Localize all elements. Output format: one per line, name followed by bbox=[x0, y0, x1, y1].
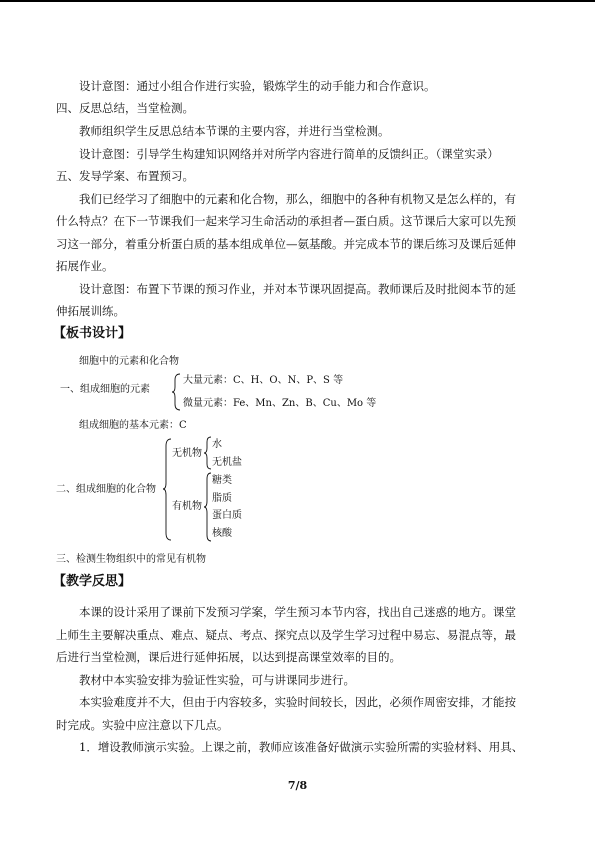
basic-element: 组成细胞的基本元素：C bbox=[79, 420, 187, 431]
elements-brace bbox=[172, 373, 182, 411]
reflection-line: 本实验难度并不大，但由于内容较多，实验时间较长，因此，必须作周密安排，才能按 bbox=[79, 695, 516, 709]
reflection-line: 后进行当堂检测，课后进行延伸拓展，以达到提高课堂效率的目的。 bbox=[56, 650, 401, 664]
organic-item: 脂质 bbox=[212, 493, 232, 504]
paragraph-line: 习这一部分，着重分析蛋白质的基本组成单位—氨基酸。并完成本节的课后练习及课后延伸 bbox=[56, 237, 516, 251]
paragraph-line: 什么特点？在下一节课我们一起来学习生命活动的承担者—蛋白质。这节课后大家可以先预 bbox=[56, 214, 516, 228]
reflection-line: 教材中本实验安排为验证性实验，可与讲课同步进行。 bbox=[79, 673, 355, 687]
third-item: 三、检测生物组织中的常见有机物 bbox=[56, 554, 206, 565]
reflection-line: 上师生主要解决重点、难点、疑点、考点、探究点以及学生学习过程中易忘、易混点等，最 bbox=[56, 628, 516, 642]
paragraph-line: 教师组织学生反思总结本节课的主要内容，并进行当堂检测。 bbox=[79, 124, 390, 138]
organic-item: 蛋白质 bbox=[212, 510, 242, 521]
paragraph-line: 拓展作业。 bbox=[56, 259, 114, 273]
section-five-heading: 五、发导学案、布置预习。 bbox=[56, 169, 194, 183]
organic-item: 糖类 bbox=[212, 475, 232, 486]
reflection-line: 时完成。实验中应注意以下几点。 bbox=[56, 718, 229, 732]
page-number: 7/8 bbox=[287, 779, 308, 792]
inorganic-item: 水 bbox=[212, 439, 222, 450]
inorganic-label: 无机物 bbox=[172, 448, 202, 459]
design-intent-3: 设计意图：布置下节课的预习作业，并对本节课巩固提高。教师课后及时批阅本节的延 bbox=[79, 282, 516, 296]
elements-label: 一、组成细胞的元素 bbox=[60, 384, 150, 395]
trace-elements: 微量元素：Fe、Mn、Zn、B、Cu、Mo 等 bbox=[183, 398, 377, 409]
organic-item: 核酸 bbox=[212, 528, 232, 539]
inorganic-brace bbox=[204, 436, 212, 470]
header-rule bbox=[0, 0, 595, 2]
board-title: 细胞中的元素和化合物 bbox=[79, 356, 179, 367]
design-intent-2: 设计意图：引导学生构建知识网络并对所学内容进行简单的反馈纠正。（课堂实录） bbox=[79, 147, 499, 161]
reflection-heading: 【教学反思】 bbox=[53, 574, 132, 589]
reflection-line: 本课的设计采用了课前下发预习学案，学生预习本节内容，找出自己迷惑的地方。课堂 bbox=[79, 605, 516, 619]
major-elements: 大量元素：C、H、O、N、P、S 等 bbox=[183, 375, 344, 386]
paragraph-line: 我们已经学习了细胞中的元素和化合物，那么，细胞中的各种有机物又是怎么样的，有 bbox=[79, 192, 516, 206]
organic-label: 有机物 bbox=[172, 501, 202, 512]
board-design-heading: 【板书设计】 bbox=[53, 326, 132, 341]
compounds-label: 二、组成细胞的化合物 bbox=[56, 484, 156, 495]
inorganic-item: 无机盐 bbox=[212, 457, 242, 468]
organic-brace bbox=[204, 472, 212, 542]
reflection-line: 1．增设教师演示实验。上课之前，教师应该准备好做演示实验所需的实验材料、用具、 bbox=[79, 740, 524, 754]
paragraph-line: 伸拓展训练。 bbox=[56, 304, 125, 318]
section-four-heading: 四、反思总结，当堂检测。 bbox=[56, 101, 194, 115]
design-intent-1: 设计意图：通过小组合作进行实验，锻炼学生的动手能力和合作意识。 bbox=[79, 79, 436, 93]
